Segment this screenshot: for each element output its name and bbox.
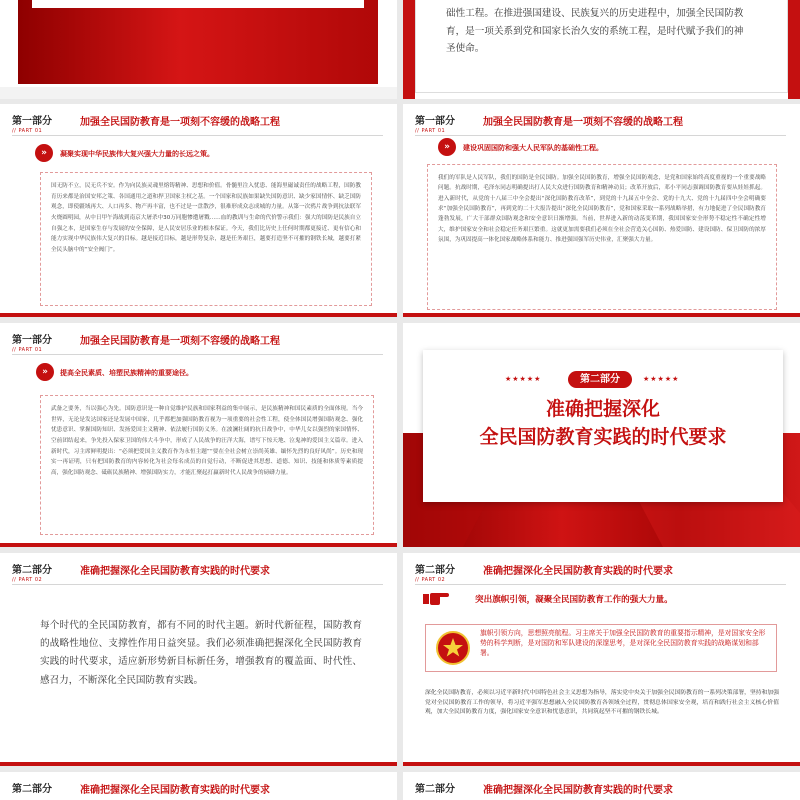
content-box: 国无防不立，民无兵不安。作为向民族灵魂里熔铸精神、思想和价值。骨髓里注入忧患、能海里磁诚责任的战略工程，国防教育历来都是治国安邦之策、各国通用之道和捍卫国家主权之基。一个国家和民族如果缺失国防意识、缺少家国情怀、缺乏国防观念，即使疆域再大、人口再多、物产再丰富，也不过是一盘散沙，很难形成众志成城的力量。从第一次鸦片战争到抗法联军火烧圆明园，从中日甲午海战到南京大屠杀中30万同胞惨遭屠戮……血的教训与生命的代价警示我们：强大的国防是民族自立自强之本，是国家生存与发展的安全保障，是人民安居乐业的根本保证。今天，我们比历史上任何时期都更接近、更有信心和能力实现中华民族伟大复兴的目标。越是接近目标，越是形势复杂，越是任务艰巨，越要打造坚不可摧的钢铁长城，越要打紧全民头脑中的“安全阀门”。 [40, 172, 372, 306]
footer-bar [0, 543, 397, 547]
right-red-bar [788, 0, 800, 99]
slide-section2-cover [403, 323, 800, 547]
quote-box [425, 624, 777, 672]
body-paragraph: 深化全民国防教育，必须以习近平新时代中国特色社会主义思想为指导，落实党中央关于加强全民国防教育的一系列决策部署，坚持和加强党对全民国防教育工作的领导，将习近平强军思想融入全民国防教育各领域全过程，贯彻总体国家安全观，培育和践行社会主义核心价值观，加大全民国防教育力度，强化国家安全意识和忧患意识，共同筑起坚不可摧的钢铁长城。 [425, 690, 779, 716]
left-red-bar [403, 0, 415, 99]
header-divider [415, 135, 786, 136]
section-title-line1: 准确把握深化 [545, 398, 660, 420]
slide-part2-a [0, 553, 397, 766]
part-english: // PART 01 [12, 128, 43, 134]
footer-bar [403, 313, 800, 317]
slide-text-top-right [403, 0, 800, 99]
part-number: 第一部分 [12, 116, 52, 127]
part-label [12, 780, 52, 795]
part-english: // PART 02 [12, 577, 43, 583]
red-banner [18, 0, 378, 84]
main-paragraph: 每个时代的全民国防教育，都有不同的时代主题。新时代新征程，国防教育的战略性地位、支撑性作用日益突显。我们必须准确把握深化全民国防教育实践的时代要求，适应新形势新目标新任务，增强教育的覆盖面、时代性、感召力，不断深化全民国防教育实践。 [40, 620, 362, 686]
stars-left-icon: ★★★★★ [505, 375, 542, 383]
quote-text: 旗帜引领方向，思想照亮航程。习主席关于加强全民国防教育的重要指示精神，是对国家安全形势的科学判断，是对国防和军队建设的深邃思考，是对深化全民国防教育实践的战略谋划和部署。 [480, 629, 766, 657]
footer-bar [403, 762, 800, 766]
slide-part1-a [0, 104, 397, 317]
content-box: 我们的军队是人民军队，我们的国防是全民国防。加强全民国防教育，增强全民国防观念，是党和国家始终高度重视的一个重要战略问题。抗战时期，毛泽东同志明确提出打人民大众进行国防教育和精神动员；改革开放后，邓小平同志强调国防教育要从娃娃抓起。进入新时代，从党的十八届三中全会提出“深化国防教育改革”，到党的十九届五中全会、党的十九大、党的十九届四中全会明确要求“加强全民国防教育”，再到党的二十大报告提出“深化全民国防教育”，党和国家采取一系列战略举措，有力地促进了全民国防教育蓬勃发展，广大干部群众国防观念和安全意识日渐增强。当前，世界进入新的动荡变革期，我国国家安全形势不稳定性不确定性增大，维护国家安全和社会稳定任务艰巨繁重。这就更加需要我们必须在全社会营造关心国防、热爱国防、建设国防、保卫国防的浓厚氛围，为巩固提高一体化国家战略体系和能力、推进强国强军历史伟业，汇聚强大力量。 [427, 164, 777, 310]
header-divider [415, 584, 786, 585]
slide-part1-b [403, 104, 800, 317]
subtitle: 建设巩固国防和强大人民军队的基础性工程。 [463, 144, 603, 152]
part-label [415, 112, 455, 134]
part-label [12, 331, 52, 353]
slide-title: 准确把握深化全民国防教育实践的时代要求 [80, 566, 270, 577]
chevron-right-icon: » [35, 144, 53, 162]
slide-part1-c [0, 323, 397, 547]
part-english: // PART 02 [415, 577, 446, 583]
part-number: 第二部分 [415, 565, 455, 576]
subtitle: 凝聚实现中华民族伟大复兴强大力量的长远之策。 [60, 150, 214, 158]
footer-bar [0, 762, 397, 766]
slide-title: 加强全民国防教育是一项刻不容缓的战略工程 [80, 117, 280, 128]
slide-title: 加强全民国防教育是一项刻不容缓的战略工程 [483, 117, 683, 128]
header-divider [12, 135, 383, 136]
pointing-hand-icon [423, 591, 449, 606]
part-label [12, 561, 52, 583]
part-number: 第一部分 [415, 116, 455, 127]
content-box: 武备之要务，当以强心为先。国防意识是一种自觉维护民族和国家利益的集中展示，是民族精神和国民素质的全面体现。当今世界，无论是发达国家还是发展中国家，几乎都把加强国防教育视为一项重要的社会性工程，使全体国民增强国防观念、强化忧患意识、掌握国防知识、发扬爱国主义精神、依法履行国防义务。在波澜壮阔的抗日战争中，中华儿女以强烈的家国情怀、空前团结起来，争先投入保家卫国的伟大斗争中，形成了人民战争的汪洋大海，谱写下惊天地、泣鬼神的爱国主义篇章。进入新时代，习主席鲜明提出：“必须把爱国主义教育作为永恒主题”“要在全社会树立崇尚英雄、缅怀先烈的良好风尚”。历史和现实一再证明，只有把国防教育的内容转化为社会每名成员的自觉行动，不断促进其思想、道德、知识、技能和体质等素质提高，强化国防观念、砥砺民族精神、增强国防实力，才能汇聚起打赢新时代人民战争的磅礴力量。 [40, 395, 374, 535]
slide-title: 加强全民国防教育是一项刻不容缓的战略工程 [80, 336, 280, 347]
part-number: 第二部分 [415, 784, 455, 795]
header-divider [12, 354, 383, 355]
slide-title: 准确把握深化全民国防教育实践的时代要求 [483, 785, 673, 796]
subtitle: 提高全民素质、培塑民族精神的重要途径。 [60, 369, 193, 377]
slide-part2-d-cropped [403, 772, 800, 800]
part-english: // PART 01 [12, 347, 43, 353]
chevron-right-icon: » [36, 363, 54, 381]
footer-bar [0, 313, 397, 317]
section-heading: 突出旗帜引领，凝聚全民国防教育工作的强大力量。 [475, 595, 673, 605]
part-number: 第二部分 [12, 784, 52, 795]
intro-text: 础性工程。在推进强国建设、民族复兴的历史进程中，加强全民国防教育，是一项关系到党和国家长治久安的系统工程，是时代赋予我们的神圣使命。 [446, 8, 744, 55]
part-number: 第一部分 [12, 335, 52, 346]
slide-part2-b [403, 553, 800, 766]
title-card [423, 350, 783, 502]
slide-bottom [0, 87, 397, 99]
slide-title: 准确把握深化全民国防教育实践的时代要求 [483, 566, 673, 577]
part-english: // PART 01 [415, 128, 446, 134]
part-label [12, 112, 52, 134]
slide-title: 准确把握深化全民国防教育实践的时代要求 [80, 785, 270, 796]
section-title-line2: 全民国防教育实践的时代要求 [479, 426, 727, 448]
part-number: 第二部分 [12, 565, 52, 576]
header-divider [12, 584, 383, 585]
part-label [415, 561, 455, 583]
slide-part2-c-cropped [0, 772, 397, 800]
chevron-right-icon: » [438, 138, 456, 156]
stars-right-icon: ★★★★★ [643, 375, 680, 383]
slide-cover-top-left [0, 0, 397, 99]
text-panel [415, 0, 788, 93]
section-badge: 第二部分 [568, 371, 632, 388]
part-label [415, 780, 455, 795]
star-emblem-icon [436, 631, 470, 665]
